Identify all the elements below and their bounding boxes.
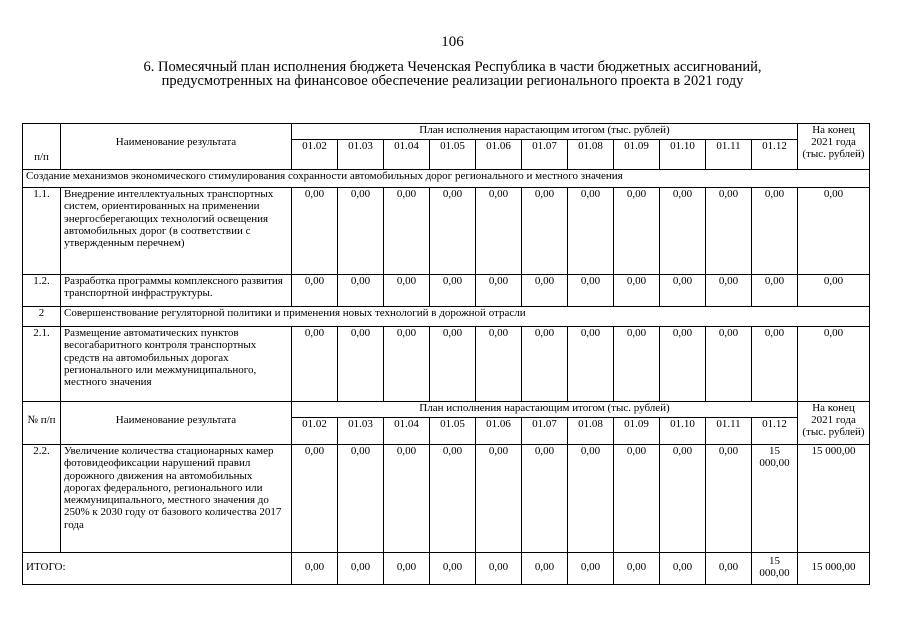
row-name: Разработка программы комплексного развития транспортной инфраструктуры. [61,275,292,307]
month-header: 01.08 [568,418,614,445]
section-number: 2 [23,307,61,327]
total-cell: 0,00 [798,275,870,307]
header-num: № п/п [23,402,61,445]
month-header: 01.10 [660,418,706,445]
month-header: 01.09 [614,418,660,445]
header-plan: План исполнения нарастающим итогом (тыс. рублей) [292,124,798,140]
value-cell: 0,00 [430,188,476,275]
value-cell: 0,00 [476,327,522,402]
value-cell: 0,00 [384,188,430,275]
title-line-2: предусмотренных на финансовое обеспечение реализации регионального проекта в 2021 году [161,73,744,89]
value-cell: 0,00 [660,445,706,553]
row-number: 2.1. [23,327,61,402]
value-cell: 0,00 [338,327,384,402]
header-name: Наименование результата [61,124,292,170]
value-cell: 0,00 [614,275,660,307]
value-cell: 0,00 [568,327,614,402]
month-header: 01.06 [476,140,522,170]
value-cell: 0,00 [292,445,338,553]
total-cell: 0,00 [798,327,870,402]
value-cell: 0,00 [568,275,614,307]
value-cell: 0,00 [614,445,660,553]
month-header: 01.12 [752,140,798,170]
value-cell: 0,00 [338,188,384,275]
value-cell: 0,00 [706,445,752,553]
value-cell: 0,00 [568,188,614,275]
value-cell: 0,00 [522,275,568,307]
header-plan: План исполнения нарастающим итогом (тыс. рублей) [292,402,798,418]
month-header: 01.03 [338,418,384,445]
table-row [23,275,870,307]
value-cell: 0,00 [476,445,522,553]
row-number: 2.2. [23,445,61,553]
value-cell: 0,00 [706,188,752,275]
title-line-1: 6. Помесячный план исполнения бюджета Чеченская Республика в части бюджетных ассигнований, [143,59,762,75]
month-header: 01.04 [384,418,430,445]
value-cell: 0,00 [522,553,568,585]
value-cell: 0,00 [522,327,568,402]
month-header: 01.03 [338,140,384,170]
month-header: 01.12 [752,418,798,445]
total-cell: 15 000,00 [798,553,870,585]
value-cell: 0,00 [660,327,706,402]
value-cell: 0,00 [384,445,430,553]
value-cell: 0,00 [522,445,568,553]
value-cell: 0,00 [476,553,522,585]
section-row-2 [23,307,870,327]
value-cell: 0,00 [292,553,338,585]
value-cell: 0,00 [338,445,384,553]
month-header: 01.05 [430,418,476,445]
table-row [23,445,870,553]
value-cell: 15 000,00 [752,445,798,553]
value-cell: 0,00 [706,553,752,585]
value-cell: 0,00 [660,553,706,585]
header-end: На конец 2021 года (тыс. рублей) [798,124,870,170]
header-name: Наименование результата [61,402,292,445]
month-header: 01.11 [706,418,752,445]
month-header: 01.07 [522,140,568,170]
month-header: 01.10 [660,140,706,170]
value-cell: 0,00 [752,327,798,402]
value-cell: 0,00 [706,327,752,402]
budget-table [22,123,870,585]
value-cell: 0,00 [660,188,706,275]
value-cell: 0,00 [706,275,752,307]
document-title [80,60,825,88]
section-title: Совершенствование регуляторной политики и применения новых технологий в дорожной отрасли [61,307,870,327]
total-label: ИТОГО: [23,553,292,585]
value-cell: 0,00 [660,275,706,307]
table-row [23,327,870,402]
total-cell: 0,00 [798,188,870,275]
value-cell: 15 000,00 [752,553,798,585]
month-header: 01.11 [706,140,752,170]
value-cell: 0,00 [614,553,660,585]
month-header: 01.04 [384,140,430,170]
row-number: 1.1. [23,188,61,275]
value-cell: 0,00 [614,327,660,402]
month-header: 01.08 [568,140,614,170]
value-cell: 0,00 [568,553,614,585]
month-header: 01.02 [292,418,338,445]
row-name: Внедрение интеллектуальных транспортных систем, ориентированных на применении энергосберегающих технологий освещения автомобильных дорог (в соответствии с утвержденным перечнем) [61,188,292,275]
value-cell: 0,00 [522,188,568,275]
header-num: п/п [23,124,61,170]
value-cell: 0,00 [430,327,476,402]
value-cell: 0,00 [568,445,614,553]
header-row-2 [23,402,870,418]
month-header: 01.06 [476,418,522,445]
header-row-1 [23,124,870,140]
value-cell: 0,00 [384,327,430,402]
row-name: Увеличение количества стационарных камер фотовидеофиксации нарушений правил дорожного движения на автомобильных дорогах федерального, регионального или межмуниципального, местного значения до 250% к 2030 году от базового количества 2017 года [61,445,292,553]
month-header: 01.05 [430,140,476,170]
section-row-1 [23,170,870,188]
value-cell: 0,00 [752,188,798,275]
value-cell: 0,00 [338,553,384,585]
value-cell: 0,00 [752,275,798,307]
value-cell: 0,00 [614,188,660,275]
month-header: 01.09 [614,140,660,170]
page-number: 106 [441,34,464,50]
month-header: 01.07 [522,418,568,445]
value-cell: 0,00 [430,445,476,553]
section-title: Создание механизмов экономического стимулирования сохранности автомобильных дорог регионального и местного значения [23,170,870,188]
total-cell: 15 000,00 [798,445,870,553]
value-cell: 0,00 [292,188,338,275]
total-row [23,553,870,585]
row-name: Размещение автоматических пунктов весогабаритного контроля транспортных средств на автомобильных дорогах регионального или межмуниципального, местного значения [61,327,292,402]
header-end: На конец 2021 года (тыс. рублей) [798,402,870,445]
value-cell: 0,00 [384,553,430,585]
row-number: 1.2. [23,275,61,307]
value-cell: 0,00 [292,275,338,307]
value-cell: 0,00 [338,275,384,307]
value-cell: 0,00 [476,188,522,275]
table-row [23,188,870,275]
value-cell: 0,00 [430,275,476,307]
month-header: 01.02 [292,140,338,170]
value-cell: 0,00 [384,275,430,307]
value-cell: 0,00 [292,327,338,402]
value-cell: 0,00 [430,553,476,585]
value-cell: 0,00 [476,275,522,307]
